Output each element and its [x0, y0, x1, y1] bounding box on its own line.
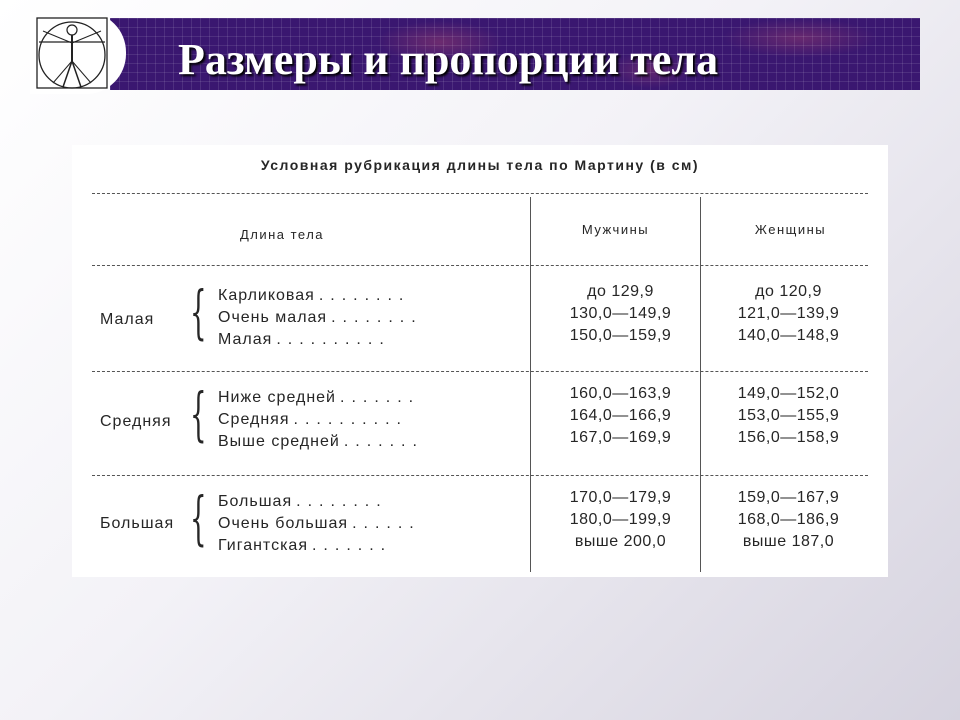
group-label-small: Малая — [100, 311, 155, 328]
table-row: Средняя .......... — [218, 411, 408, 428]
women-value: до 120,9 — [755, 283, 822, 300]
women-value: 153,0—155,9 — [737, 407, 840, 424]
table-caption: Условная рубрикация длины тела по Мартину (в см) — [260, 157, 700, 173]
men-value: 150,0—159,9 — [569, 327, 672, 344]
header-length: Длина тела — [239, 227, 325, 242]
header-women: Женщины — [754, 222, 827, 237]
column-divider-men — [530, 197, 531, 572]
group-divider-2 — [92, 475, 868, 476]
table-row: Выше средней ....... — [218, 433, 424, 450]
table-row: Гигантская ....... — [218, 537, 393, 554]
row-name: Карликовая — [218, 287, 315, 304]
women-value: 159,0—167,9 — [737, 489, 840, 506]
row-name: Очень большая — [218, 515, 349, 532]
row-name: Большая — [218, 493, 293, 510]
men-value: 180,0—199,9 — [569, 511, 672, 528]
row-name: Выше средней — [218, 433, 340, 450]
men-value: 164,0—166,9 — [569, 407, 672, 424]
group-label-large: Большая — [100, 515, 175, 532]
header-bottom-rule — [92, 265, 868, 266]
men-value: выше 200,0 — [574, 533, 667, 550]
women-value: 140,0—148,9 — [737, 327, 840, 344]
table-row: Малая .......... — [218, 331, 391, 348]
table-row: Ниже средней ....... — [218, 389, 421, 406]
vitruvian-man-logo — [30, 12, 126, 94]
men-value: до 129,9 — [587, 283, 654, 300]
slide-title: Размеры и пропорции тела — [178, 35, 719, 84]
header-men: Мужчины — [581, 222, 650, 237]
row-name: Очень малая — [218, 309, 328, 326]
men-value: 167,0—169,9 — [569, 429, 672, 446]
group-label-medium: Средняя — [100, 413, 172, 430]
women-value: 149,0—152,0 — [737, 385, 840, 402]
row-name: Ниже средней — [218, 389, 336, 406]
group-brace: { — [190, 278, 207, 346]
group-divider-1 — [92, 371, 868, 372]
men-value: 160,0—163,9 — [569, 385, 672, 402]
men-value: 170,0—179,9 — [569, 489, 672, 506]
group-brace: { — [190, 484, 207, 552]
women-value: 168,0—186,9 — [737, 511, 840, 528]
men-value: 130,0—149,9 — [569, 305, 672, 322]
table-row: Очень большая ...... — [218, 515, 421, 532]
row-name: Малая — [218, 331, 273, 348]
martin-table-scan — [72, 145, 888, 577]
table-row: Очень малая ........ — [218, 309, 423, 326]
women-value: 121,0—139,9 — [737, 305, 840, 322]
group-brace: { — [190, 380, 207, 448]
women-value: выше 187,0 — [742, 533, 835, 550]
table-row: Карликовая ........ — [218, 287, 411, 304]
table-top-rule — [92, 193, 868, 194]
row-name: Гигантская — [218, 537, 308, 554]
row-name: Средняя — [218, 411, 290, 428]
women-value: 156,0—158,9 — [737, 429, 840, 446]
table-row: Большая ........ — [218, 493, 388, 510]
vitruvian-man-icon — [33, 15, 111, 91]
